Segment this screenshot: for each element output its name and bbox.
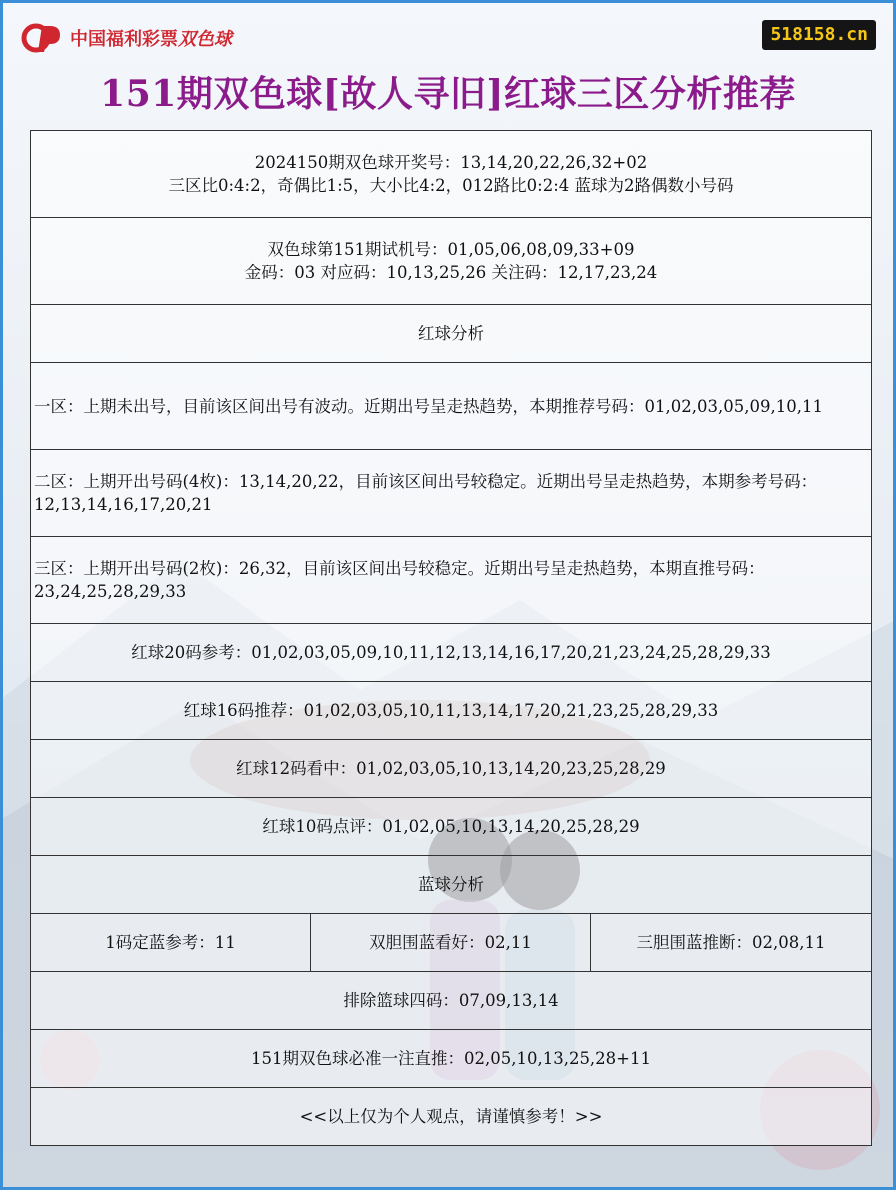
last-draw-stats: 三区比0:4:2，奇偶比1:5，大小比4:2，012路比0:2:4 蓝球为2路偶数小号码: [168, 176, 734, 195]
table-row: [31, 537, 872, 624]
table-row: [31, 972, 872, 1030]
red-16-codes: 红球16码推荐：01,02,03,05,10,11,13,14,17,20,21,23,25,28,29,33: [31, 682, 872, 740]
table-row: [31, 131, 872, 218]
table-row: [31, 914, 872, 972]
table-row: [31, 798, 872, 856]
last-draw-cell: [31, 131, 872, 218]
disclaimer: <<以上仅为个人观点，请谨慎参考！>>: [31, 1088, 872, 1146]
blue-3-codes: 三胆围蓝推断：02,08,11: [591, 914, 872, 972]
logo-text: 中国福利彩票双色球: [70, 29, 232, 50]
analysis-table: [30, 130, 872, 1146]
site-badge: 518158.cn: [762, 20, 876, 50]
red-12-codes: 红球12码看中：01,02,03,05,10,13,14,20,23,25,28,29: [31, 740, 872, 798]
table-row: [31, 1088, 872, 1146]
last-draw-numbers: 2024150期双色球开奖号：13,14,20,22,26,32+02: [254, 153, 648, 172]
golden-codes: 金码：03 对应码：10,13,25,26 关注码：12,17,23,24: [244, 263, 658, 282]
trial-numbers: 双色球第151期试机号：01,05,06,08,09,33+09: [267, 240, 635, 259]
table-row: [31, 305, 872, 363]
logo: [20, 20, 232, 56]
blue-exclude-codes: 排除篮球四码：07,09,13,14: [31, 972, 872, 1030]
table-row: [31, 450, 872, 537]
blue-2-codes: 双胆围蓝看好：02,11: [311, 914, 591, 972]
red-20-codes: 红球20码参考：01,02,03,05,09,10,11,12,13,14,16,17,20,21,23,24,25,28,29,33: [31, 624, 872, 682]
zone-3-analysis: 三区：上期开出号码(2枚)：26,32，目前该区间出号较稳定。近期出号呈走热趋势，本期直推号码：23,24,25,28,29,33: [31, 537, 872, 624]
table-row: [31, 1030, 872, 1088]
welfare-lottery-logo-icon: [20, 20, 64, 56]
blue-analysis-heading: 蓝球分析: [31, 856, 872, 914]
table-row: [31, 363, 872, 450]
table-row: [31, 856, 872, 914]
zone-1-analysis: 一区：上期未出号，目前该区间出号有波动。近期出号呈走热趋势，本期推荐号码：01,02,03,05,09,10,11: [31, 363, 872, 450]
page-title: 151期双色球[故人寻旧]红球三区分析推荐: [100, 73, 796, 115]
zone-2-analysis: 二区：上期开出号码(4枚)：13,14,20,22，目前该区间出号较稳定。近期出号呈走热趋势，本期参考号码：12,13,14,16,17,20,21: [31, 450, 872, 537]
blue-1-code: 1码定蓝参考：11: [31, 914, 311, 972]
table-row: [31, 624, 872, 682]
table-row: [31, 740, 872, 798]
table-row: [31, 218, 872, 305]
table-row: [31, 682, 872, 740]
trial-number-cell: [31, 218, 872, 305]
red-analysis-heading: 红球分析: [31, 305, 872, 363]
final-pick: 151期双色球必准一注直推：02,05,10,13,25,28+11: [31, 1030, 872, 1088]
red-10-codes: 红球10码点评：01,02,05,10,13,14,20,25,28,29: [31, 798, 872, 856]
